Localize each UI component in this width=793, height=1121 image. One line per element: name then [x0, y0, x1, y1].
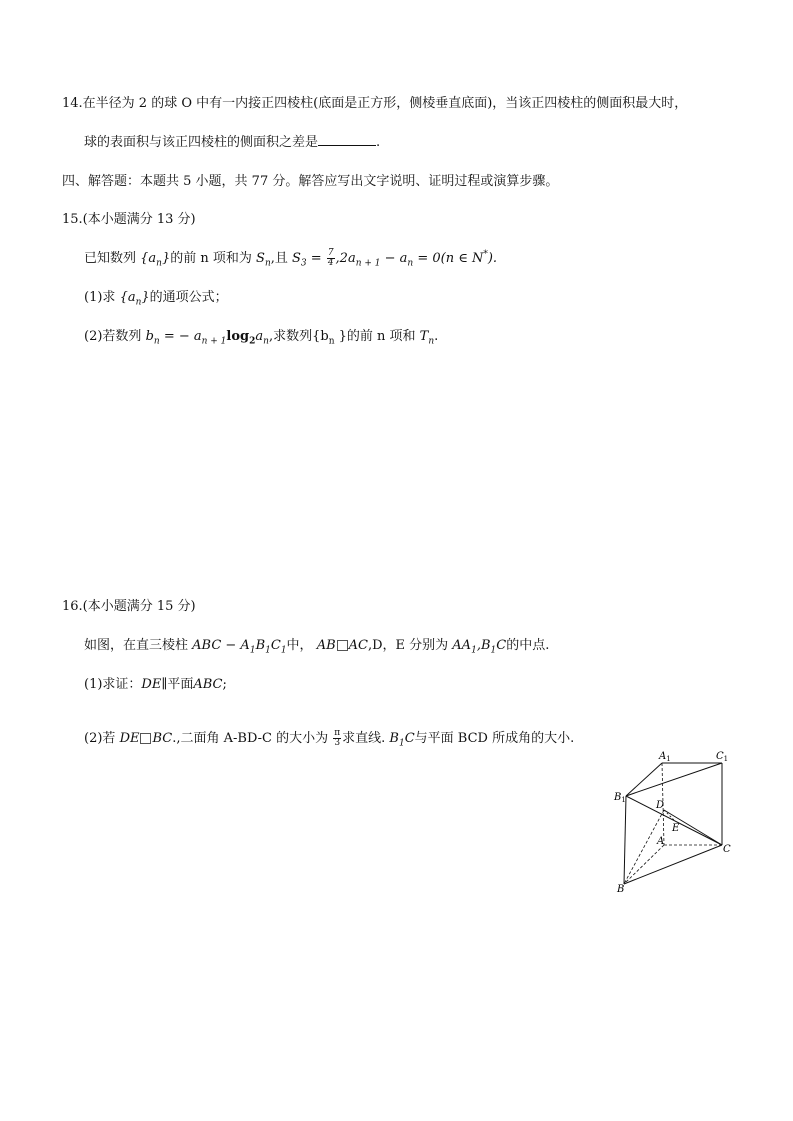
section-4-heading: 四、解答题：本题共 5 小题，共 77 分。解答应写出文字说明、证明过程或演算步骤。	[62, 174, 559, 189]
q16-part2-b: .,二面角 A-BD-C 的大小为	[172, 731, 333, 746]
label-c: C	[723, 844, 731, 855]
q16-part1-a: (1)求证：	[84, 677, 142, 692]
ab-perp-ac: AB AC	[316, 638, 368, 653]
q16-part2	[84, 729, 574, 748]
answer-blank[interactable]	[318, 133, 376, 146]
q15-stem-b: 的前 n 项和为	[170, 251, 257, 266]
part1-seq: $\{a_n\}$	[119, 290, 150, 308]
q16-part1	[84, 676, 227, 694]
q15-stem	[84, 249, 497, 268]
midpoints: $AA_1,B_1C$	[452, 638, 507, 656]
q15-stem-a: 已知数列	[84, 251, 141, 266]
q15-part2-c: ,求数列{b	[268, 329, 329, 344]
prism-figure	[612, 748, 736, 894]
q16-stem-c: ,D，E 分别为	[367, 638, 453, 653]
frac-pi-3: $\frac{\pi}{3}$	[334, 728, 341, 748]
label-a1: $A_1$	[659, 751, 671, 763]
tn-symbol: $T_n$	[419, 329, 435, 347]
q16-stem-a: 如图，在直三棱柱	[84, 638, 193, 653]
q15-stem-c: ,且	[270, 251, 292, 266]
label-b: B	[617, 884, 625, 894]
q16-part2-d: 与平面 BCD 所成角的大小.	[414, 731, 575, 746]
label-d: D	[656, 800, 665, 811]
edge-b1c1	[626, 763, 722, 796]
edge-b1b	[624, 796, 626, 884]
frac-7-4: $\frac{7}{4}$	[327, 248, 334, 268]
q14-line2	[84, 133, 380, 152]
q14-period: .	[376, 135, 381, 150]
q16-stem-b: 中，	[286, 638, 317, 653]
q15-part2: (2)若数列 $b_n$ = − $a_{n + 1}\log_2a_n$,求数列{$b_n$ }的前 n 项和 $T_n$.	[84, 329, 439, 347]
edge-bd	[624, 810, 664, 884]
edge-ab	[624, 845, 664, 884]
de-perp-bc: DE BC	[119, 731, 173, 746]
q14-line2-text: 球的表面积与该正四棱柱的侧面积之差是	[84, 135, 319, 150]
abc-symbol: ABC	[193, 677, 223, 692]
q16-stem	[84, 637, 549, 655]
label-e: E	[672, 823, 680, 834]
q15-part1	[84, 289, 228, 307]
edge-b1c	[626, 796, 722, 845]
missing-glyph-icon	[140, 733, 151, 744]
q16-part2-c: 求直线.	[342, 731, 390, 746]
missing-glyph-icon	[337, 640, 348, 651]
de-symbol: DE	[141, 677, 162, 692]
q15-part2-d: }的前 n 项和	[334, 329, 420, 344]
seq-a: $\{a_n\}$	[140, 251, 171, 269]
q15-part2-a: (2)若数列	[84, 329, 146, 344]
q15-part1-b: 的通项公式；	[149, 290, 228, 305]
sn-symbol: $S_n$	[256, 251, 271, 269]
prism-name: ABC − $A_1B_1C_1$	[192, 638, 287, 656]
q16-part1-c: ;	[222, 677, 227, 692]
q16-stem-d: 的中点.	[506, 638, 550, 653]
bn-formula: $b_n$ = − $a_{n + 1}\log_2a_n$	[145, 329, 269, 347]
q15-part1-a: (1)求	[84, 290, 120, 305]
q16-part2-a: (2)若	[84, 731, 120, 746]
edge-bc	[624, 845, 722, 884]
q16-header: 16.(本小题满分 15 分)	[62, 599, 196, 614]
label-b1: $B_1$	[614, 792, 626, 804]
b1c-symbol: $B_1C$	[389, 731, 415, 749]
q16-part1-b: ∥平面	[161, 677, 194, 692]
q14-line1: 14.在半径为 2 的球 O 中有一内接正四棱柱(底面是正方形，侧棱垂直底面)，当该正四棱柱的侧面积最大时，	[62, 96, 688, 111]
q15-part2-end: .	[434, 329, 439, 344]
label-c1: $C_1$	[716, 751, 729, 763]
label-a: A	[657, 836, 665, 847]
s3-eq: $S_3$ = $\frac{7}{4}$ $,2a_{n + 1} - a_n = 0(n$ ∈ N*).	[292, 248, 498, 269]
edge-a1b1	[626, 763, 662, 796]
q15-header: 15.(本小题满分 13 分)	[62, 212, 196, 227]
